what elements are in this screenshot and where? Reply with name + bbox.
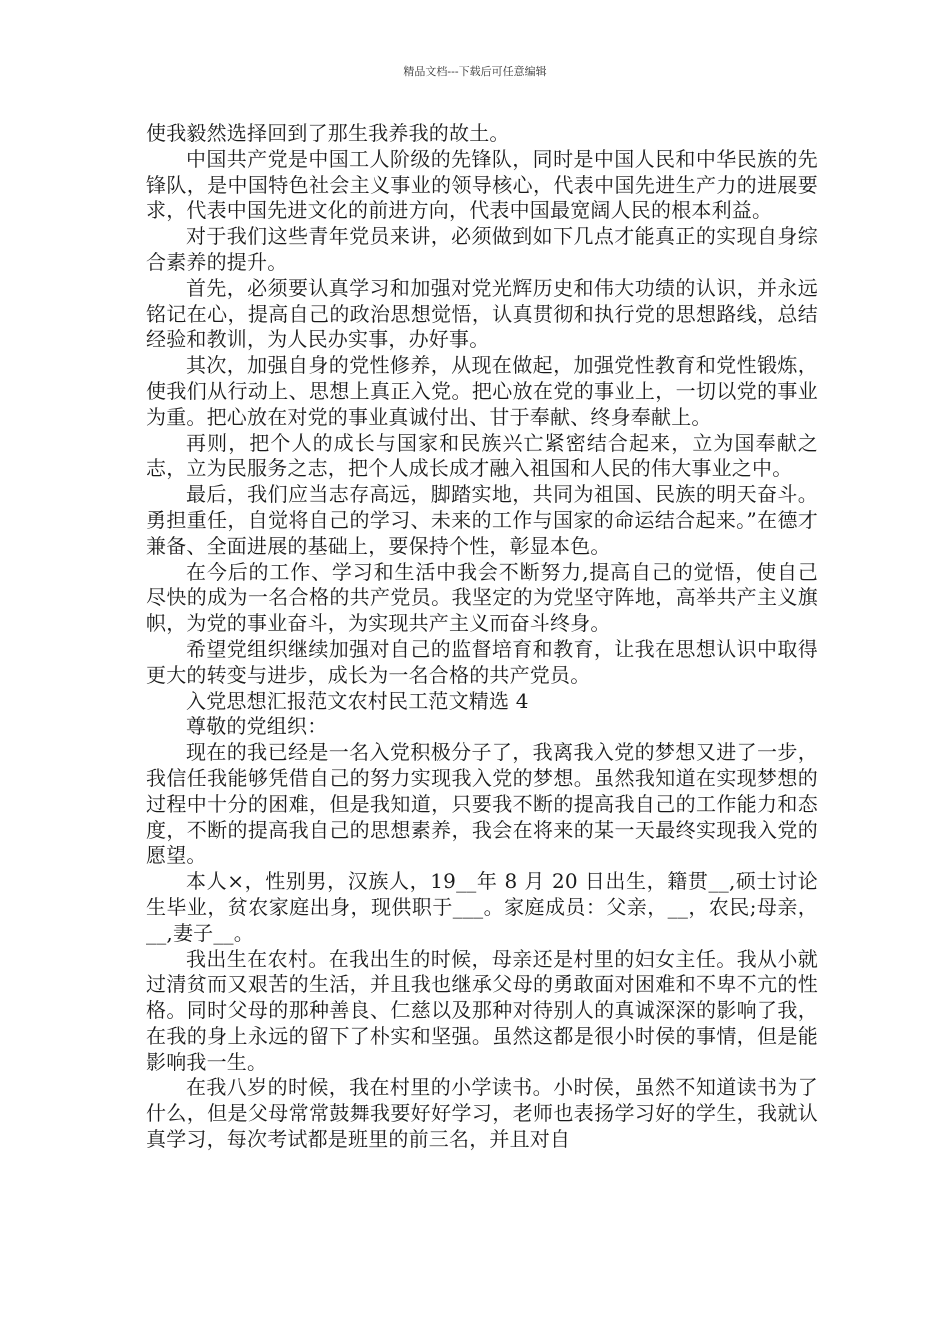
paragraph: 对于我们这些青年党员来讲，必须做到如下几点才能真正的实现自身综合素养的提升。 (146, 224, 818, 274)
paragraph: 最后，我们应当志存高远，脚踏实地，共同为祖国、民族的明天奋斗。勇担重任，自觉将自己的学习、未来的工作与国家的命运结合起来。”在德才兼备、全面进展的基础上，要保持个性，彰显本色。 (146, 482, 818, 558)
paragraph: 再则，把个人的成长与国家和民族兴亡紧密结合起来，立为国奉献之志，立为民服务之志，把个人成长成才融入祖国和人民的伟大事业之中。 (146, 430, 818, 481)
paragraph: 现在的我已经是一名入党积极分子了，我离我入党的梦想又进了一步，我信任我能够凭借自己的努力实现我入党的梦想。虽然我知道在实现梦想的过程中十分的困难，但是我知道，只要我不断的提高我自己的工作能力和态度，不断的提高我自己的思想素养，我会在将来的某一天最终实现我入党的愿望。 (146, 740, 818, 868)
paragraph: 首先，必须要认真学习和加强对党光辉历史和伟大功绩的认识，并永远铭记在心，提高自己的政治思想觉悟，认真贯彻和执行党的思想路线，总结经验和教训，为人民办实事，办好事。 (146, 275, 818, 352)
paragraph: 其次，加强自身的党性修养，从现在做起，加强党性教育和党性锻炼，使我们从行动上、思想上真正入党。把心放在党的事业上，一切以党的事业为重。把心放在对党的事业真诚付出、甘于奉献、终身奉献上。 (146, 353, 818, 429)
paragraph: 中国共产党是中国工人阶级的先锋队，同时是中国人民和中华民族的先锋队，是中国特色社会主义事业的领导核心，代表中国先进生产力的进展要求，代表中国先进文化的前进方向，代表中国最宽阔人民的根本利益。 (146, 146, 818, 223)
salutation: 尊敬的党组织： (186, 714, 328, 739)
page-header: 精品文档---下载后可任意编辑 (403, 65, 547, 78)
paragraph: 在我八岁的时候，我在村里的小学读书。小时侯，虽然不知道读书为了什么，但是父母常常鼓舞我要好好学习，老师也表扬学习好的学生，我就认真学习，每次考试都是班里的前三名，并且对自 (146, 1075, 818, 1152)
paragraph: 希望党组织继续加强对自己的监督培育和教育，让我在思想认识中取得更大的转变与进步，成长为一名合格的共产党员。 (146, 636, 818, 687)
paragraph: 在今后的工作、学习和生活中我会不断努力,提高自己的觉悟，使自己尽快的成为一名合格的共产党员。我坚定的为党坚守阵地，高举共产主义旗帜，为党的事业奋斗，为实现共产主义而奋斗终身。 (146, 559, 818, 636)
document-body (146, 121, 818, 1153)
paragraph: 我出生在农村。在我出生的时候，母亲还是村里的妇女主任。我从小就过清贫而又艰苦的生活，并且我也继承父母的勇敢面对困难和不卑不亢的性格。同时父母的那种善良、仁慈以及那种对待别人的真诚深深的影响了我，在我的身上永远的留下了朴实和坚强。虽然这都是很小时侯的事情，但是能影响我一生。 (146, 946, 818, 1074)
paragraph: 本人×，性别男，汉族人，19__年 8 月 20 日出生，籍贯__,硕士讨论生毕业，贫农家庭出身，现供职于___。家庭成员：父亲，__，农民;母亲，__,妻子__。 (146, 869, 818, 945)
section-title: 入党思想汇报范文农村民工范文精选 4 (186, 688, 529, 713)
paragraph: 使我毅然选择回到了那生我养我的故土。 (146, 121, 510, 145)
